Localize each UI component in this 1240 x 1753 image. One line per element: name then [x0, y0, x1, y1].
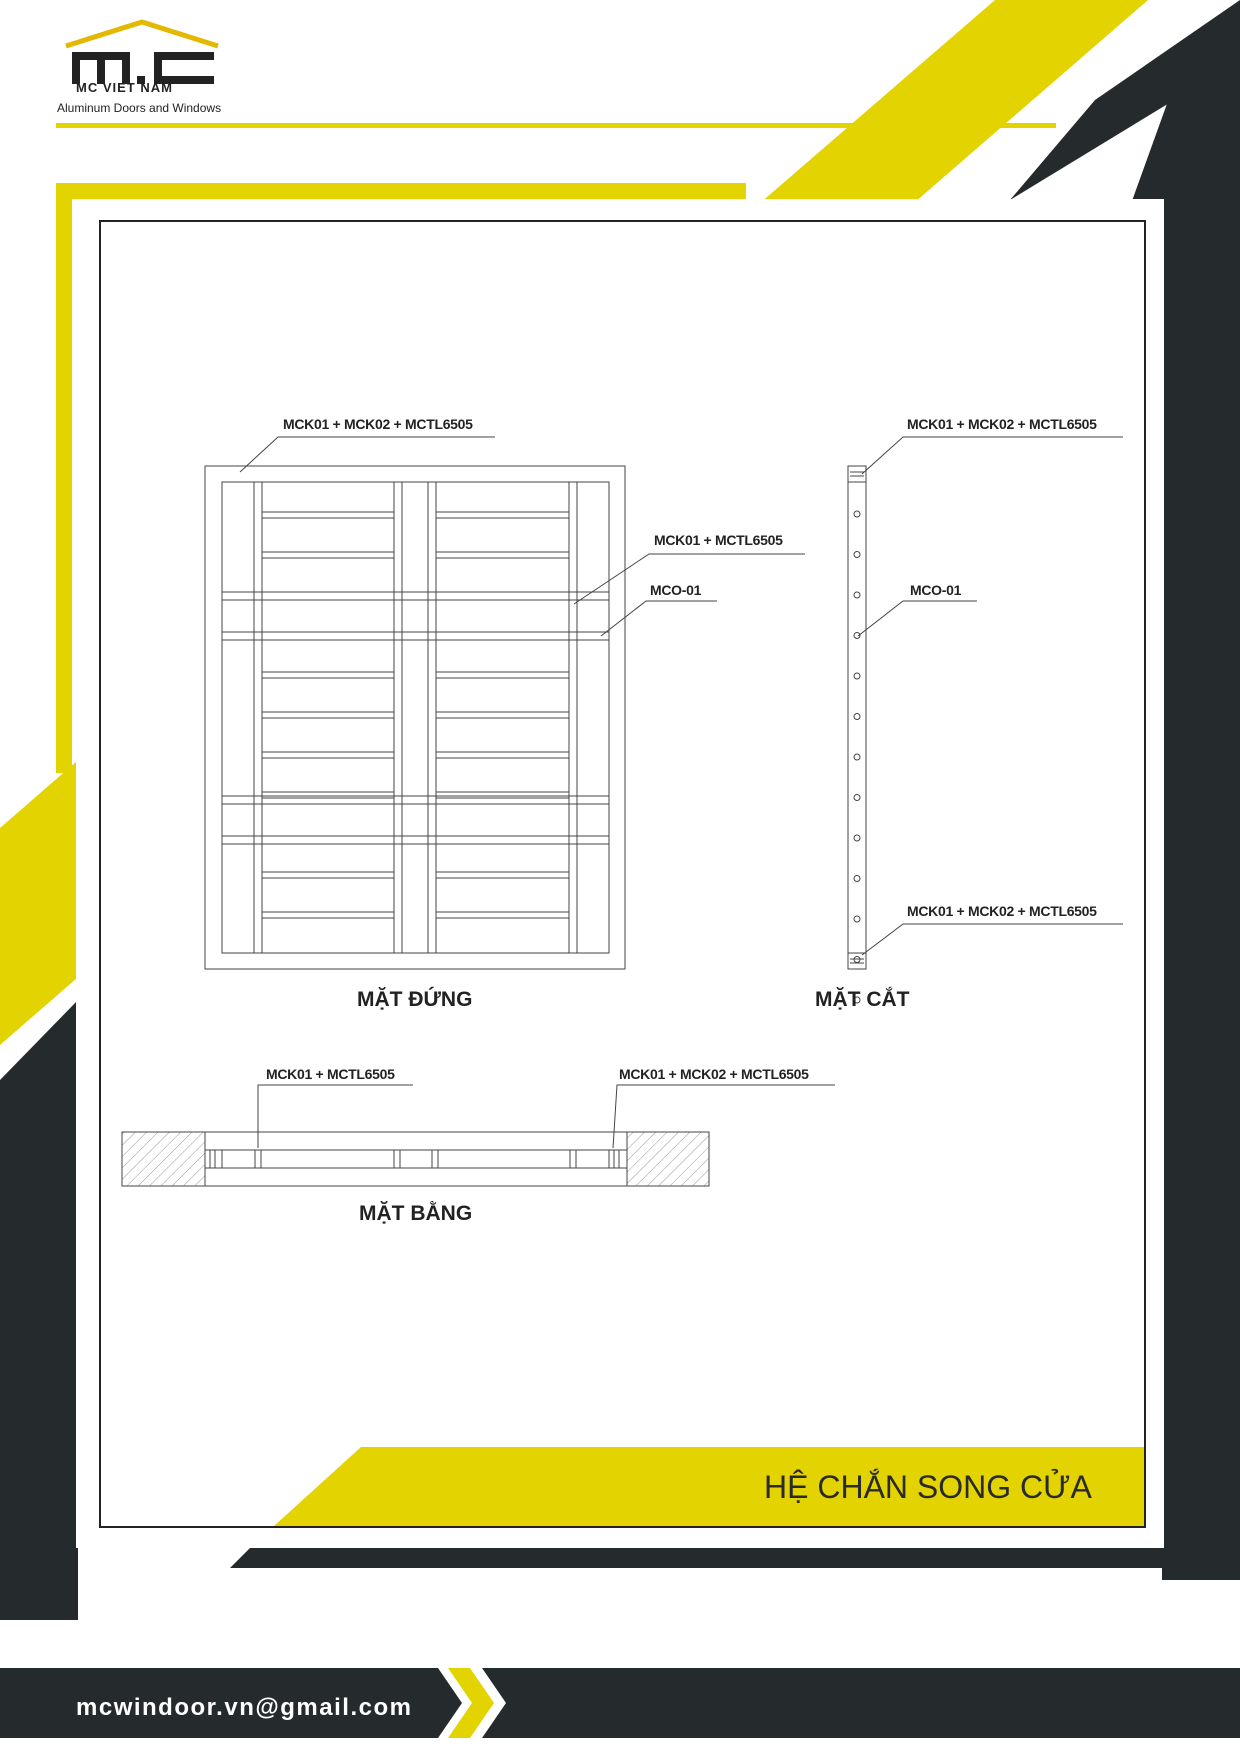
plan-callout-right: MCK01 + MCK02 + MCTL6505 — [619, 1066, 809, 1082]
section-callout-top: MCK01 + MCK02 + MCTL6505 — [907, 416, 1097, 432]
plan-title: MẶT BẰNG — [359, 1202, 473, 1225]
section-bar-hole — [854, 714, 860, 720]
section-bar-hole — [854, 592, 860, 598]
elevation-callout-frame: MCK01 + MCK02 + MCTL6505 — [283, 416, 473, 432]
section-bar-hole — [854, 673, 860, 679]
section-bar-hole — [854, 552, 860, 558]
section-bar-hole — [854, 795, 860, 801]
brand-tagline: Aluminum Doors and Windows — [57, 101, 222, 115]
elevation-title: MẶT ĐỨNG — [357, 988, 473, 1011]
section-bar-hole — [854, 754, 860, 760]
section-bar-hole — [854, 835, 860, 841]
elevation-drawing — [205, 437, 805, 969]
section-callout-bottom: MCK01 + MCK02 + MCTL6505 — [907, 903, 1097, 919]
section-callout-bar: MCO-01 — [910, 582, 962, 598]
elevation-callout-bar: MCO-01 — [650, 582, 702, 598]
section-bar-hole — [854, 511, 860, 517]
page-title: HỆ CHẮN SONG CỬA — [764, 1469, 1092, 1505]
section-bar-hole — [854, 876, 860, 882]
section-title: MẶT CẮT — [815, 988, 910, 1011]
section-bar-hole — [854, 916, 860, 922]
plan-drawing — [122, 1085, 835, 1186]
plan-callout-left: MCK01 + MCTL6505 — [266, 1066, 395, 1082]
elevation-callout-mullion: MCK01 + MCTL6505 — [654, 532, 783, 548]
brand-name: MC VIET NAM — [76, 80, 173, 95]
footer-email[interactable]: mcwindoor.vn@gmail.com — [76, 1694, 413, 1721]
